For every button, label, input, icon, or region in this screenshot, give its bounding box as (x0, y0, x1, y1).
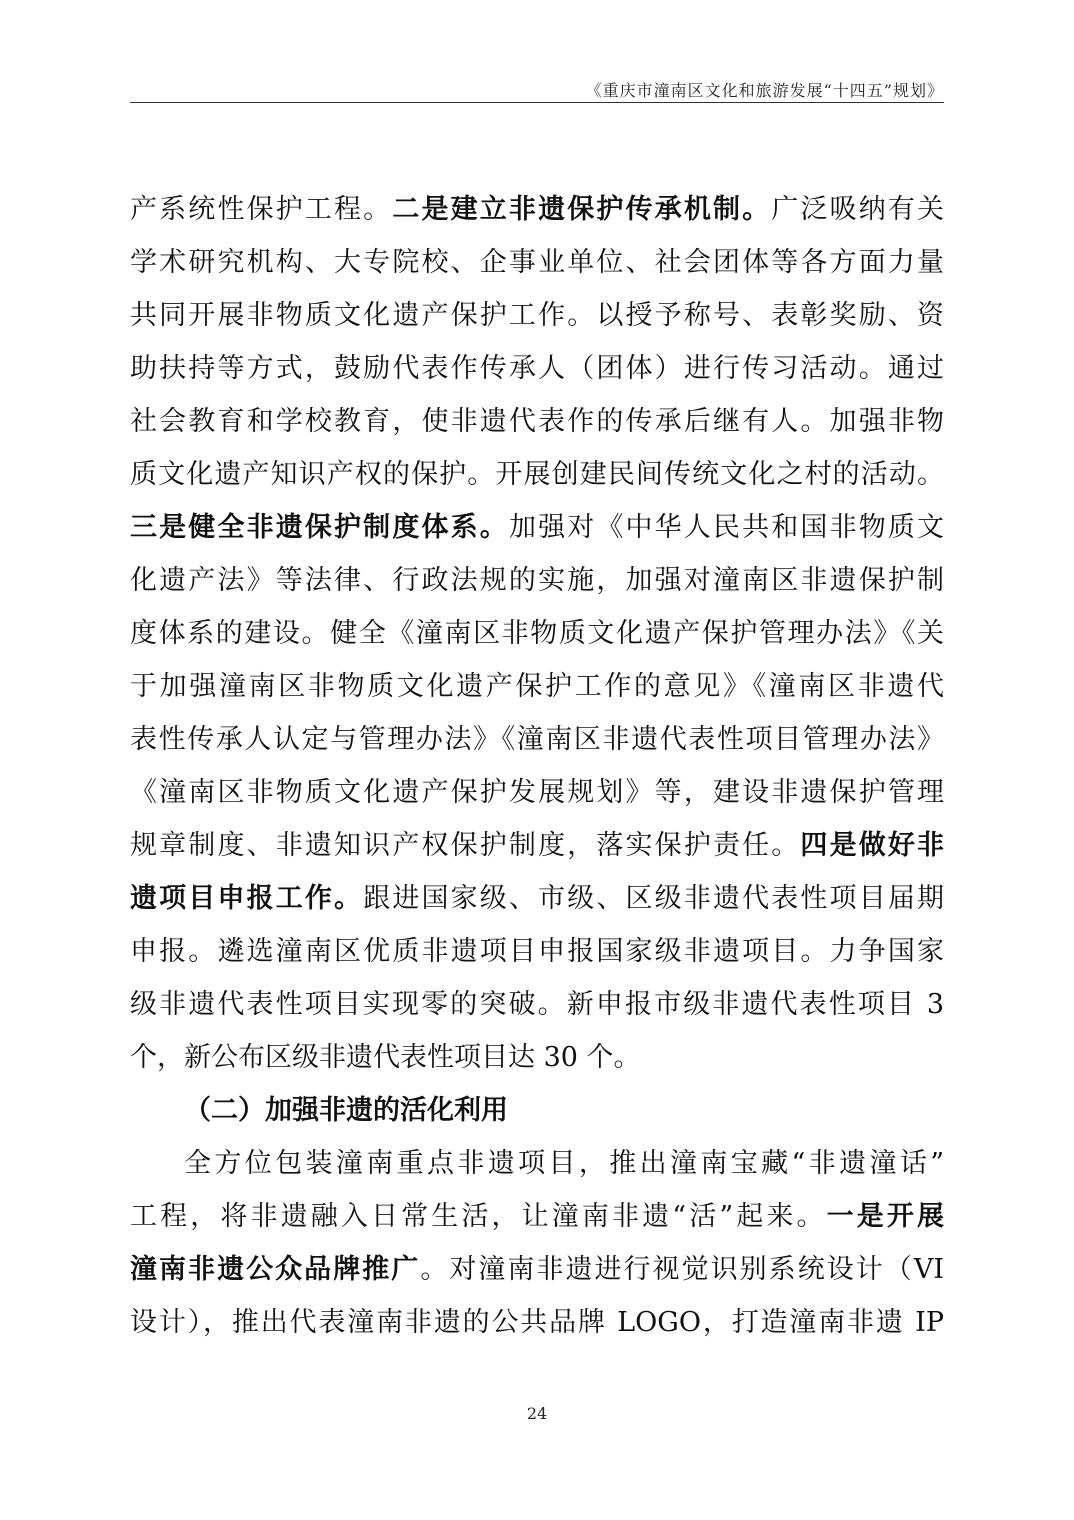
paragraph-line: 学术研究机构、大专院校、企事业单位、社会团体等各方面力量 (130, 247, 944, 278)
document-body (130, 183, 944, 1349)
paragraph-line (130, 183, 944, 236)
bold-heading-run: 三是健全非遗保护制度体系。 (130, 512, 509, 543)
header-divider (130, 102, 944, 103)
paragraph-line: 设计），推出代表潼南非遗的公共品牌 LOGO，打造潼南非遗 IP (130, 1307, 944, 1338)
paragraph-line (130, 872, 944, 925)
bold-heading-run: 遗项目申报工作。 (130, 883, 364, 914)
paragraph-line: 助扶持等方式，鼓励代表作传承人（团体）进行传习活动。通过 (130, 353, 944, 384)
text-run: 产系统性保护工程。 (130, 194, 393, 225)
text-run: 工程，将非遗融入日常生活，让潼南非遗“活”起来。 (130, 1201, 827, 1232)
running-header: 《重庆市潼南区文化和旅游发展“十四五”规划》 (585, 81, 944, 100)
bold-heading-run: 一是开展 (826, 1201, 945, 1232)
paragraph-line: 化遗产法》等法律、行政法规的实施，加强对潼南区非遗保护制 (130, 565, 944, 596)
text-run: 广泛吸纳有关 (771, 194, 945, 225)
paragraph-line: 社会教育和学校教育，使非遗代表作的传承后继有人。加强非物 (130, 406, 944, 437)
paragraph-line: 《潼南区非物质文化遗产保护发展规划》等，建设非遗保护管理 (130, 777, 944, 808)
paragraph-line: 个，新公布区级非遗代表性项目达 30 个。 (130, 1042, 641, 1073)
paragraph-line: 级非遗代表性项目实现零的突破。新申报市级非遗代表性项目 3 (130, 989, 944, 1020)
bold-heading-run: 潼南非遗公众品牌推广 (130, 1254, 421, 1285)
bold-heading-run: 二是建立非遗保护传承机制。 (392, 194, 772, 225)
paragraph-line: 共同开展非物质文化遗产保护工作。以授予称号、表彰奖励、资 (130, 300, 944, 331)
paragraph-line (130, 1190, 944, 1243)
paragraph-line: 表性传承人认定与管理办法》《潼南区非遗代表性项目管理办法》 (130, 724, 944, 755)
paragraph-line: 于加强潼南区非物质文化遗产保护工作的意见》《潼南区非遗代 (130, 671, 944, 702)
text-run: 跟进国家级、市级、区级非遗代表性项目届期 (363, 883, 945, 914)
text-run: 。对潼南非遗进行视觉识别系统设计（VI (420, 1254, 944, 1285)
text-run: 加强对《中华人民共和国非物质文 (508, 512, 945, 543)
paragraph-line: 质文化遗产知识产权的保护。开展创建民间传统文化之村的活动。 (130, 459, 944, 490)
paragraph-line: 申报。遴选潼南区优质非遗项目申报国家级非遗项目。力争国家 (130, 936, 944, 967)
paragraph-line: 全方位包装潼南重点非遗项目，推出潼南宝藏“非遗潼话” (184, 1148, 944, 1179)
bold-heading-run: 四是做好非 (800, 830, 945, 861)
paragraph-line (130, 819, 944, 872)
text-run: 规章制度、非遗知识产权保护制度，落实保护责任。 (130, 830, 801, 861)
paragraph-line (130, 501, 944, 554)
paragraph-line (130, 1243, 944, 1296)
section-subheading: （二）加强非遗的活化利用 (184, 1095, 508, 1126)
paragraph-line: 度体系的建设。健全《潼南区非物质文化遗产保护管理办法》《关 (130, 618, 944, 649)
page-number: 24 (526, 1404, 548, 1423)
